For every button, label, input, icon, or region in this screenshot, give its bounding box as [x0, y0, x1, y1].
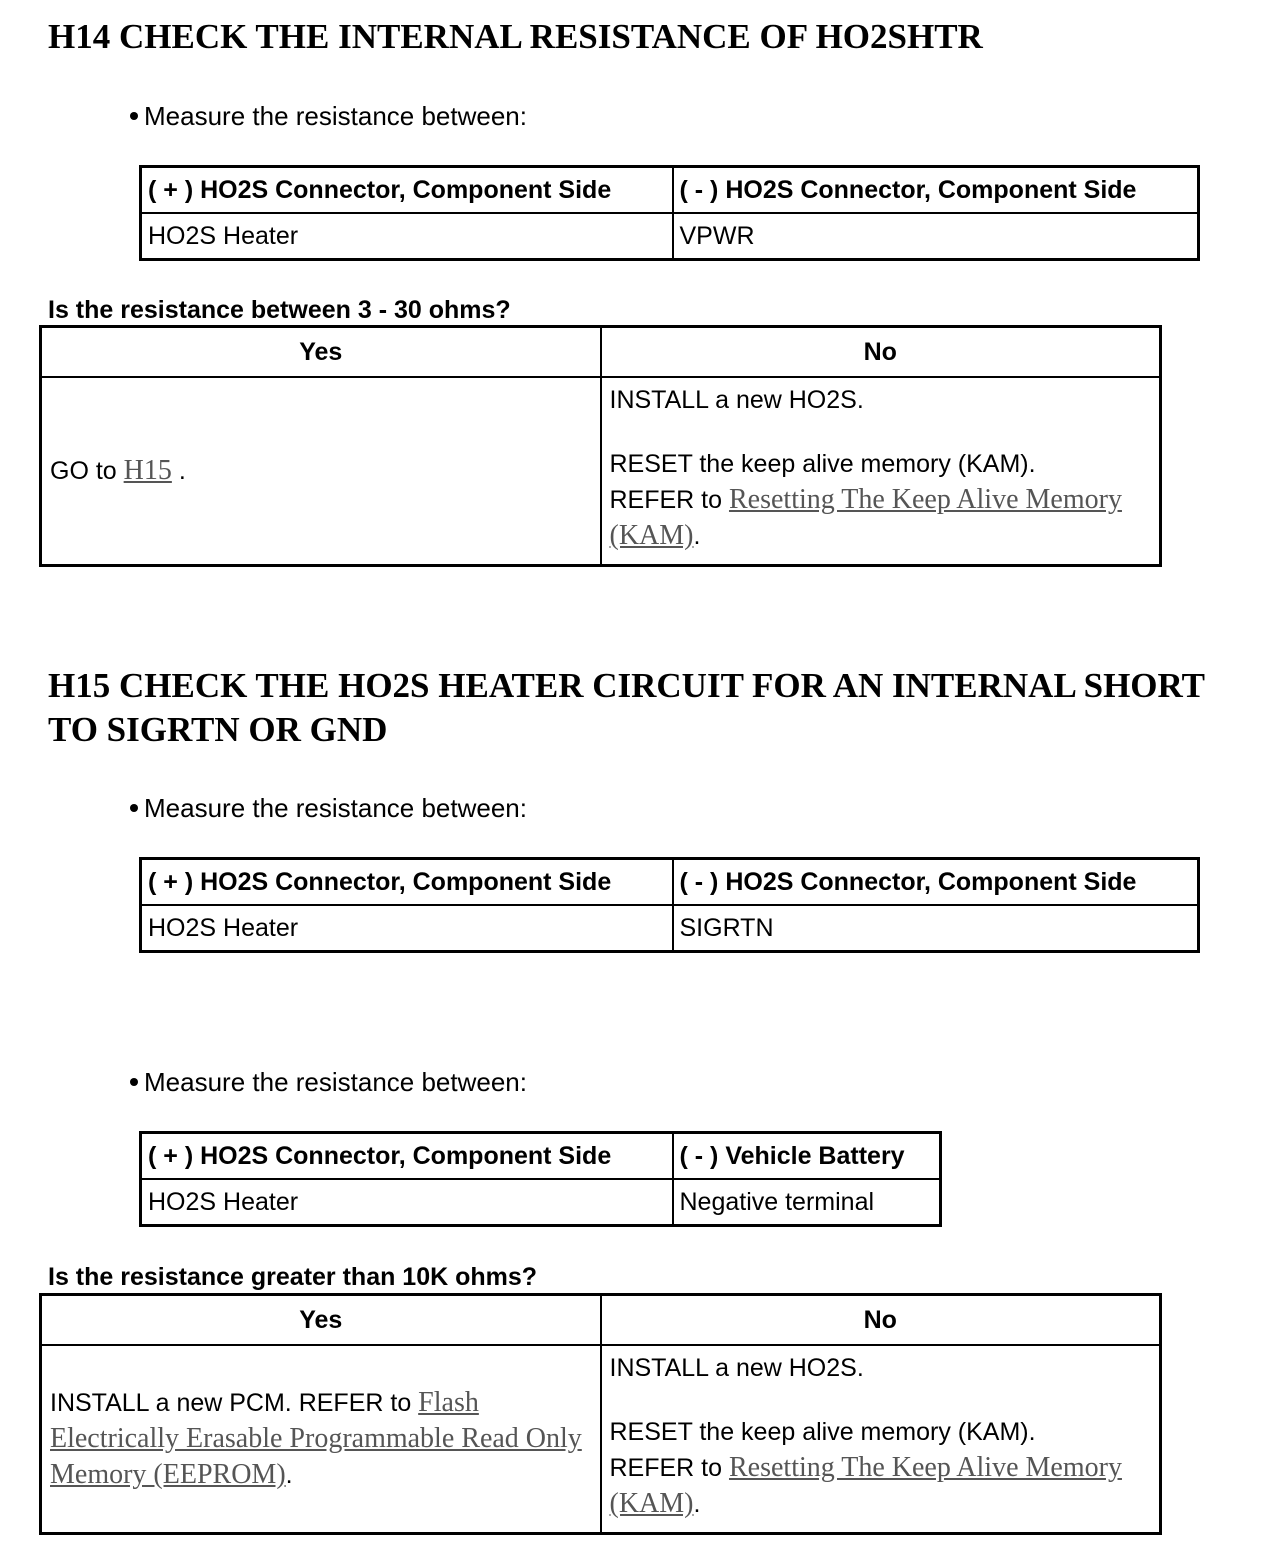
- h14-refer-label: REFER to: [609, 486, 723, 514]
- h15-no-header: No: [601, 1295, 1161, 1346]
- h15-bullet-2-text: Measure the resistance between:: [144, 1067, 527, 1097]
- h14-no-cell: [601, 377, 1161, 565]
- h14-bullet: [130, 101, 527, 131]
- h14-bullet-text: Measure the resistance between:: [144, 101, 527, 131]
- h14-no-refer: [610, 482, 1152, 554]
- h14-result-table: [39, 325, 1162, 567]
- h15-t1-col1-value: HO2S Heater: [141, 905, 673, 952]
- h15-yes-cell: [41, 1345, 601, 1533]
- h15-t1-col2-value: SIGRTN: [673, 905, 1199, 952]
- h14-question: Is the resistance between 3 - 30 ohms?: [48, 296, 511, 324]
- h15-refer-label: REFER to: [609, 1454, 723, 1482]
- h15-t2-col2-value: Negative terminal: [673, 1179, 941, 1226]
- bullet-icon: [130, 1078, 138, 1086]
- h14-no-suffix: .: [693, 522, 701, 550]
- h14-no-line1: INSTALL a new HO2S.: [609, 386, 864, 414]
- h15-t2-col1-header: ( + ) HO2S Connector, Component Side: [141, 1133, 673, 1180]
- h15-connector-table-1: [139, 857, 1200, 953]
- h15-yes-header: Yes: [41, 1295, 601, 1346]
- h14-yes-cell: [41, 377, 601, 565]
- h14-col1-value: HO2S Heater: [141, 213, 673, 260]
- h15-yes-text: INSTALL a new PCM. REFER to: [50, 1388, 412, 1417]
- h15-t1-col2-header: ( - ) HO2S Connector, Component Side: [673, 859, 1199, 906]
- h14-no-header: No: [601, 327, 1161, 378]
- h15-result-table: [39, 1293, 1162, 1535]
- h15-no-suffix: .: [693, 1490, 701, 1518]
- bullet-icon: [130, 804, 138, 812]
- h15-question: Is the resistance greater than 10K ohms?: [48, 1263, 538, 1291]
- h15-link[interactable]: H15: [123, 454, 172, 486]
- h14-no-line2: RESET the keep alive memory (KAM).: [609, 450, 1036, 478]
- h15-yes-suffix: .: [285, 1460, 293, 1489]
- h15-t2-col2-header: ( - ) Vehicle Battery: [673, 1133, 941, 1180]
- h15-bullet-2: [130, 1067, 527, 1097]
- h15-connector-table-2: [139, 1131, 942, 1227]
- h15-no-refer: [610, 1450, 1152, 1522]
- h15-t2-col1-value: HO2S Heater: [141, 1179, 673, 1226]
- h14-col2-value: VPWR: [673, 213, 1199, 260]
- h14-col1-header: ( + ) HO2S Connector, Component Side: [141, 167, 673, 214]
- flash-eeprom-link[interactable]: Flash Electrically Erasable Programmable Read Only Memory (EEPROM): [50, 1386, 582, 1490]
- h15-t1-col1-header: ( + ) HO2S Connector, Component Side: [141, 859, 673, 906]
- h15-title: H15 CHECK THE HO2S HEATER CIRCUIT FOR AN INTERNAL SHORT TO SIGRTN OR GND: [48, 666, 1205, 749]
- h15-no-line2: RESET the keep alive memory (KAM).: [609, 1418, 1036, 1446]
- h14-col2-header: ( - ) HO2S Connector, Component Side: [673, 167, 1199, 214]
- bullet-icon: [130, 112, 138, 120]
- h14-yes-text: GO to: [50, 456, 117, 485]
- resetting-kam-link[interactable]: Resetting The Keep Alive Memory (KAM): [609, 1452, 1122, 1519]
- h14-title: H14 CHECK THE INTERNAL RESISTANCE OF HO2SHTR: [48, 17, 983, 56]
- h14-yes-header: Yes: [41, 327, 601, 378]
- h15-no-line1: INSTALL a new HO2S.: [609, 1354, 864, 1382]
- h15-bullet-1-text: Measure the resistance between:: [144, 793, 527, 823]
- h14-connector-table: [139, 165, 1200, 261]
- h14-yes-suffix: .: [178, 456, 186, 485]
- h15-bullet-1: [130, 793, 527, 823]
- h15-no-cell: [601, 1345, 1161, 1533]
- resetting-kam-link[interactable]: Resetting The Keep Alive Memory (KAM): [609, 484, 1122, 551]
